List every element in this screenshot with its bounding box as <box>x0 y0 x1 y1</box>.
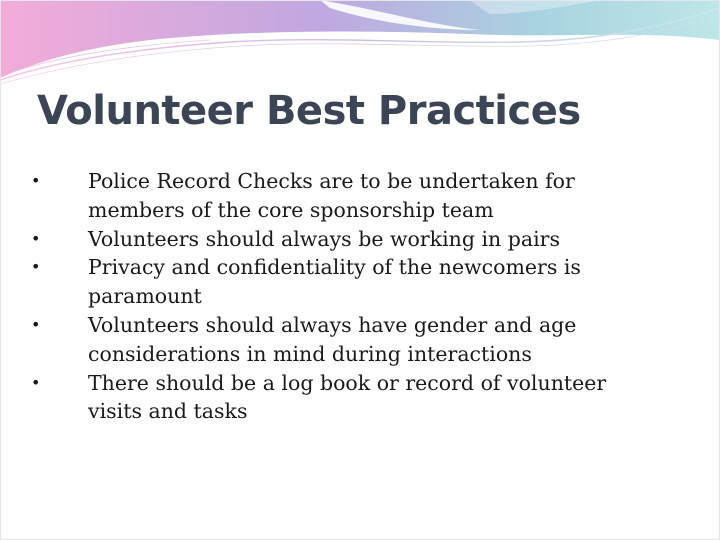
bullet-text: Volunteers should always be working in pairs <box>88 226 560 251</box>
header-wave-decoration <box>0 0 720 90</box>
bullet-dot: • <box>31 372 41 392</box>
bullet-item <box>27 369 647 427</box>
slide-title: Volunteer Best Practices <box>37 88 581 134</box>
bullet-dot: • <box>31 314 41 334</box>
bullet-item <box>27 225 647 254</box>
bullet-dot: • <box>31 228 41 248</box>
bullet-text: There should be a log book or record of volunteer visits and tasks <box>88 370 607 424</box>
bullet-item <box>27 167 647 225</box>
bullet-item <box>27 311 647 369</box>
bullet-list <box>27 167 647 426</box>
bullet-text: Volunteers should always have gender and age considerations in mind during interactions <box>88 312 577 366</box>
bullet-text: Privacy and confidentiality of the newcomers is paramount <box>88 255 581 309</box>
bullet-dot: • <box>31 257 41 277</box>
bullet-dot: • <box>31 171 41 190</box>
bullet-item <box>27 253 647 311</box>
bullet-text: Police Record Checks are to be undertaken for members of the core sponsorship team <box>88 169 575 222</box>
